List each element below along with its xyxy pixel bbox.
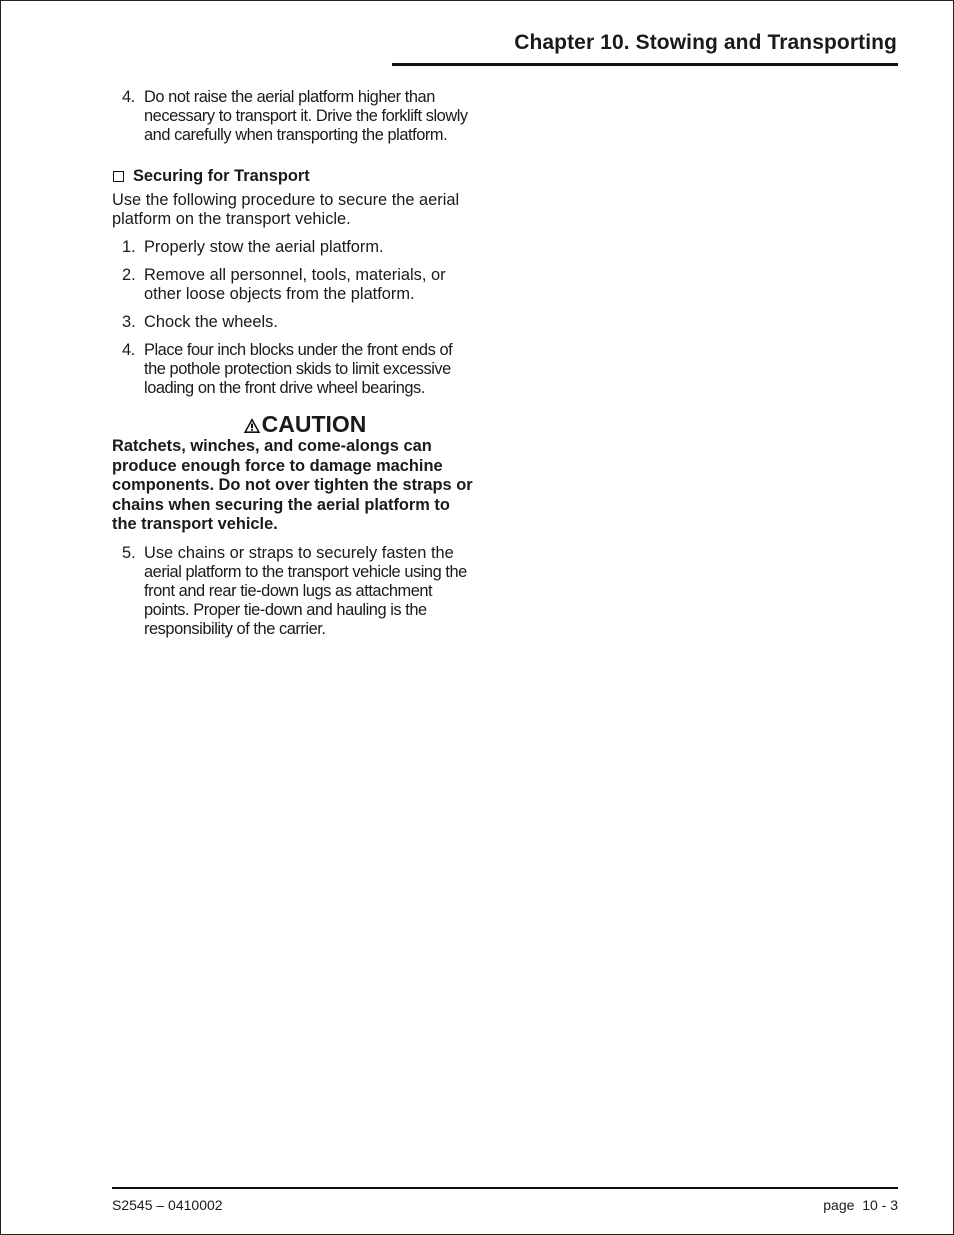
item-line: Remove all personnel, tools, materials, or (144, 266, 446, 284)
item-line: Chock the wheels. (144, 313, 278, 331)
footer-doc-id: S2545 – 0410002 (112, 1197, 223, 1213)
item-line: Properly stow the aerial platform. (144, 238, 384, 256)
item-line: front and rear tie-down lugs as attachment (144, 581, 433, 600)
section-heading (112, 167, 497, 186)
main-column (112, 88, 497, 639)
item-line: aerial platform to the transport vehicle using the (144, 562, 467, 581)
footer-rule (112, 1187, 898, 1189)
list-item (112, 88, 497, 145)
caution-body (112, 437, 497, 535)
section-heading-text: Securing for Transport (133, 167, 310, 185)
item-number: 2. (122, 266, 136, 284)
intro-line: Use the following procedure to secure the aerial (112, 191, 460, 209)
list-item (112, 544, 497, 639)
section-intro (112, 191, 497, 229)
item-line: Do not raise the aerial platform higher than (144, 88, 435, 106)
intro-line: platform on the transport vehicle. (112, 210, 351, 228)
list-item (112, 341, 497, 398)
item-line: the pothole protection skids to limit excessive (144, 360, 451, 378)
caution-line: Ratchets, winches, and come-alongs can (112, 437, 432, 455)
caution-line: the transport vehicle. (112, 515, 278, 533)
item-line: other loose objects from the platform. (144, 285, 415, 303)
item-line: loading on the front drive wheel bearings. (144, 379, 425, 397)
caution-line: chains when securing the aerial platform to (112, 495, 450, 514)
caution-title (112, 411, 497, 437)
item-number: 4. (122, 88, 135, 106)
caution-line: produce enough force to damage machine (112, 456, 443, 475)
list-item (112, 313, 497, 332)
item-line: and carefully when transporting the platform. (144, 126, 448, 144)
list-item (112, 238, 497, 257)
item-number: 5. (122, 543, 136, 562)
list-item (112, 266, 497, 304)
caution-title-text: CAUTION (261, 411, 367, 437)
header-rule (392, 63, 898, 66)
item-line: Place four inch blocks under the front ends of (144, 341, 453, 359)
chapter-title: Chapter 10. Stowing and Transporting (514, 31, 897, 54)
checkbox-icon (113, 171, 124, 182)
item-number: 3. (122, 313, 136, 331)
footer-page-number: page 10 - 3 (823, 1197, 898, 1213)
item-line: points. Proper tie-down and hauling is the (144, 600, 427, 619)
item-number: 1. (122, 238, 136, 256)
item-number: 4. (122, 341, 135, 359)
item-line: necessary to transport it. Drive the forklift slowly (144, 107, 468, 125)
item-line: responsibility of the carrier. (144, 619, 326, 638)
warning-triangle-icon (243, 417, 261, 434)
item-line: Use chains or straps to securely fasten the (144, 543, 454, 562)
caution-line: components. Do not over tighten the straps or (112, 476, 473, 494)
